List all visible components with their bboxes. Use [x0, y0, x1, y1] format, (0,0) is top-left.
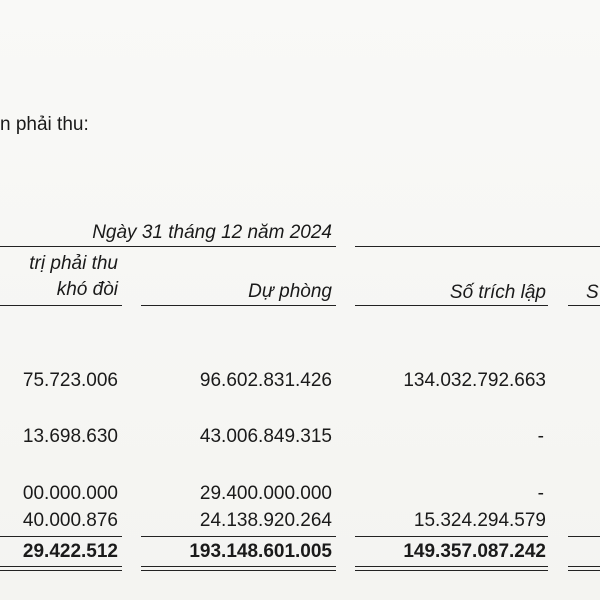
row1-provision-value: 96.602.831.426	[199, 370, 332, 391]
total-double-rule-receivable-2	[0, 570, 122, 571]
column-underline-allocated	[355, 305, 548, 306]
total-receivable-value: 29.422.512	[22, 541, 118, 562]
row1-receivable-value: 75.723.006	[22, 370, 118, 391]
column-header-receivable-line2: khó đòi	[56, 279, 118, 300]
row3-provision-value: 29.400.000.000	[199, 483, 332, 504]
section-intro-text: n phải thu:	[0, 114, 89, 135]
row3-receivable-value: 00.000.000	[22, 483, 118, 504]
total-double-rule-allocated-1	[355, 566, 548, 567]
row2-receivable-value: 13.698.630	[22, 426, 118, 447]
total-double-rule-partial-2	[568, 570, 600, 571]
row2-provision-value: 43.006.849.315	[199, 426, 332, 447]
column-underline-receivable	[0, 305, 122, 306]
total-double-rule-partial-1	[568, 566, 600, 567]
total-allocated-value: 149.357.087.242	[403, 541, 546, 562]
total-double-rule-provision-2	[141, 570, 336, 571]
subtotal-rule-partial	[568, 536, 600, 537]
column-underline-provision	[141, 305, 336, 306]
subtotal-rule-receivable	[0, 536, 122, 537]
row2-allocated-value: -	[537, 426, 544, 447]
column-header-partial: S	[586, 282, 599, 303]
column-header-allocated: Số trích lập	[449, 282, 546, 303]
row4-receivable-value: 40.000.876	[22, 510, 118, 531]
column-header-provision: Dự phòng	[248, 281, 332, 302]
row1-allocated-value: 134.032.792.663	[403, 370, 546, 391]
date-group-header: Ngày 31 tháng 12 năm 2024	[92, 222, 332, 243]
subtotal-rule-provision	[141, 536, 336, 537]
group-header-underline-right	[355, 246, 600, 247]
row4-provision-value: 24.138.920.264	[199, 510, 332, 531]
column-header-receivable-line1: trị phải thu	[29, 253, 118, 274]
total-double-rule-receivable-1	[0, 566, 122, 567]
column-underline-partial	[568, 305, 600, 306]
total-double-rule-allocated-2	[355, 570, 548, 571]
row3-allocated-value: -	[537, 483, 544, 504]
total-provision-value: 193.148.601.005	[189, 541, 332, 562]
total-double-rule-provision-1	[141, 566, 336, 567]
row4-allocated-value: 15.324.294.579	[413, 510, 546, 531]
subtotal-rule-allocated	[355, 536, 548, 537]
group-header-underline	[0, 246, 336, 247]
